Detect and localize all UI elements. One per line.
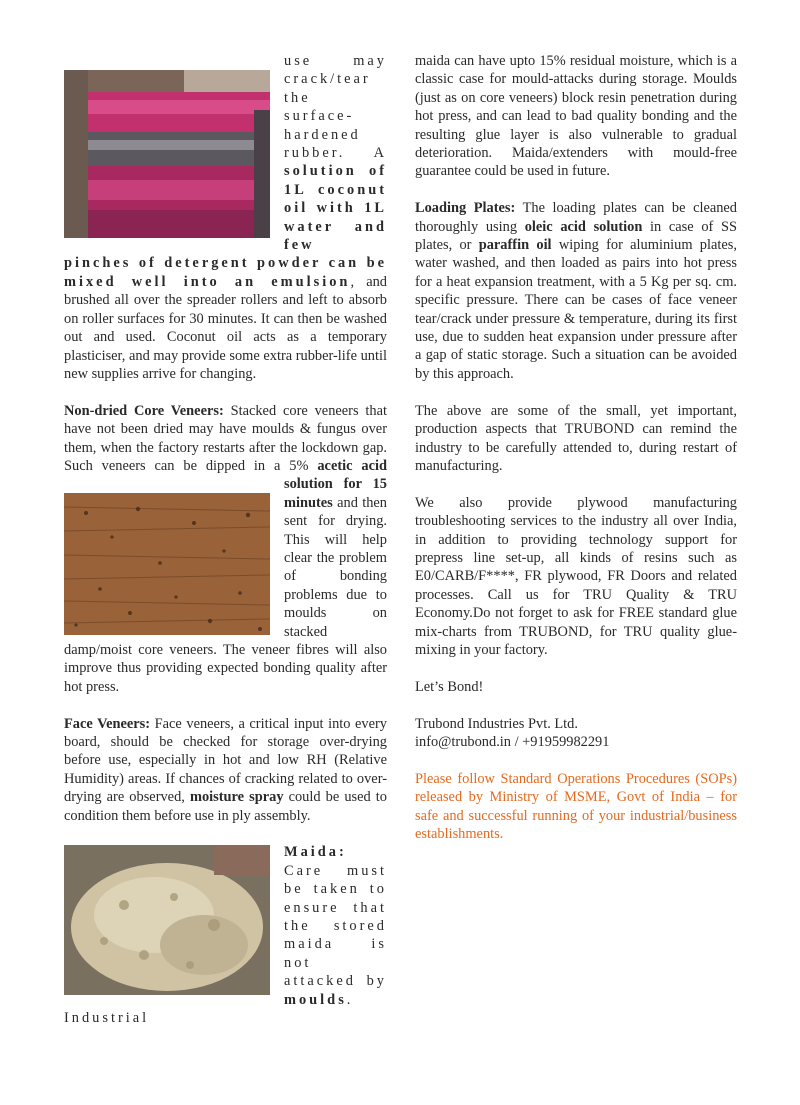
spreader-intro-text: use may crack/tear the surface-hardened rubber. A: [284, 53, 387, 162]
loading-plates-text-1: The loading plates can be cleaned thoroughly using: [415, 200, 738, 235]
loading-plates-text-2: in case of SS plates, or: [415, 218, 737, 254]
core-veneers-text-1: Stacked core veneers that have not been dried may have moulds & fungus over them, when the factory restarts after the lockdown gap. Such veneers can be dipped in a 5%: [64, 402, 387, 474]
moisture-spray-text: moisture spray: [189, 789, 284, 806]
right-column: [415, 52, 737, 862]
company-name: Trubond Industries Pvt. Ltd.: [415, 715, 578, 732]
spreader-roller-paragraph: [64, 52, 387, 383]
face-veneers-text-1: Face veneers, a critical input into every board, should be checked for storage over-drying before use, especially in hot and low RH (Relative Humidity) areas. If chances of cracking related to over-drying are observed,: [64, 715, 387, 806]
loading-plates-text-3: wiping for aluminium plates, water washed, and then loaded as pairs into hot press for a heat expansion treatment, with a 5 Kg per sq. cm. specific pressure. There can be cases of face veneer tear/crack under pressure & temperature, during its first use, due to sudden heat expansion under pressure after a gap of static storage. Such a situation can be avoided by this approach.: [415, 237, 737, 382]
sop-notice: Please follow Standard Operations Procedures (SOPs) released by Ministry of MSME, Govt of India – for safe and successful running of your industrial/business establishments.: [415, 770, 737, 842]
acetic-acid-text: acetic acid solution for 15 minutes: [284, 457, 387, 511]
loading-plates-heading: Loading Plates:: [415, 200, 516, 217]
moulds-text: moulds: [284, 991, 347, 1008]
face-veneers-heading: Face Veneers:: [64, 715, 151, 732]
spreader-roller-photo: [64, 70, 270, 238]
maida-text-1: Care must be taken to ensure that the stored maida is not attacked by: [284, 862, 387, 990]
core-veneers-paragraph: [64, 402, 387, 697]
core-veneers-text-2: and then sent for drying. This will help clear the problem of bonding problems due to moulds on stacked damp/moist core veneers. The veneer fibres will also improve thus providing expected bonding quality after hot press.: [64, 494, 387, 695]
maida-heading: Maida:: [284, 844, 347, 861]
spreader-rest-text: , and brushed all over the spreader rollers and left to absorb on roller surfaces for 30 minutes. It can then be washed out and used. Coconut oil acts as a temporary plasticiser, and may provide some extra rubber-life until new supplies arrive for changing.: [64, 273, 387, 382]
summary-paragraph: The above are some of the small, yet important, production aspects that TRUBOND can remind the industry to be carefully attended to, during restart of manufacturing.: [415, 402, 737, 474]
face-veneers-text-2: could be used to condition them before use in ply assembly.: [64, 789, 387, 824]
core-veneers-heading: Non-dried Core Veneers:: [64, 402, 224, 419]
services-paragraph: We also provide plywood manufacturing troubleshooting services to the industry all over India, in addition to providing technology support for prepress line set-up, all kinds of resins such as E0/CARB/F****, FR plywood, FR Doors and related processes. Call us for TRU Quality & TRU Economy.Do not forget to ask for FREE standard glue mix-charts from TRUBOND, for TRU quality glue-mixing in your factory.: [415, 494, 737, 658]
core-veneer-photo: [64, 493, 270, 635]
oleic-acid-text: oleic acid solution: [524, 218, 643, 235]
paraffin-oil-text: paraffin oil: [478, 237, 552, 254]
maida-text-2: . Industrial: [64, 991, 354, 1027]
maida-paragraph: [64, 843, 387, 1027]
loading-plates-paragraph: [415, 199, 737, 383]
left-column: [64, 52, 387, 1027]
contact-line: info@trubond.in / +91959982291: [415, 733, 610, 750]
signoff-text: Let’s Bond!: [415, 678, 484, 695]
face-veneers-paragraph: [64, 715, 387, 825]
maida-photo: [64, 845, 270, 995]
emulsion-recipe-text: solution of 1L coconut oil with 1L water and few pinches of detergent powder can be mixed well into an emulsion: [64, 163, 387, 290]
maida-continued-paragraph: maida can have upto 15% residual moisture, which is a classic case for mould-attacks during storage. Moulds (just as on core veneers) block resin penetration during hot press, and can lead to bad quality bonding and the resulting glue layer is also vulnerable to gradual deterioration. Maida/extenders with mould-free guarantee could be used in future.: [415, 53, 737, 180]
